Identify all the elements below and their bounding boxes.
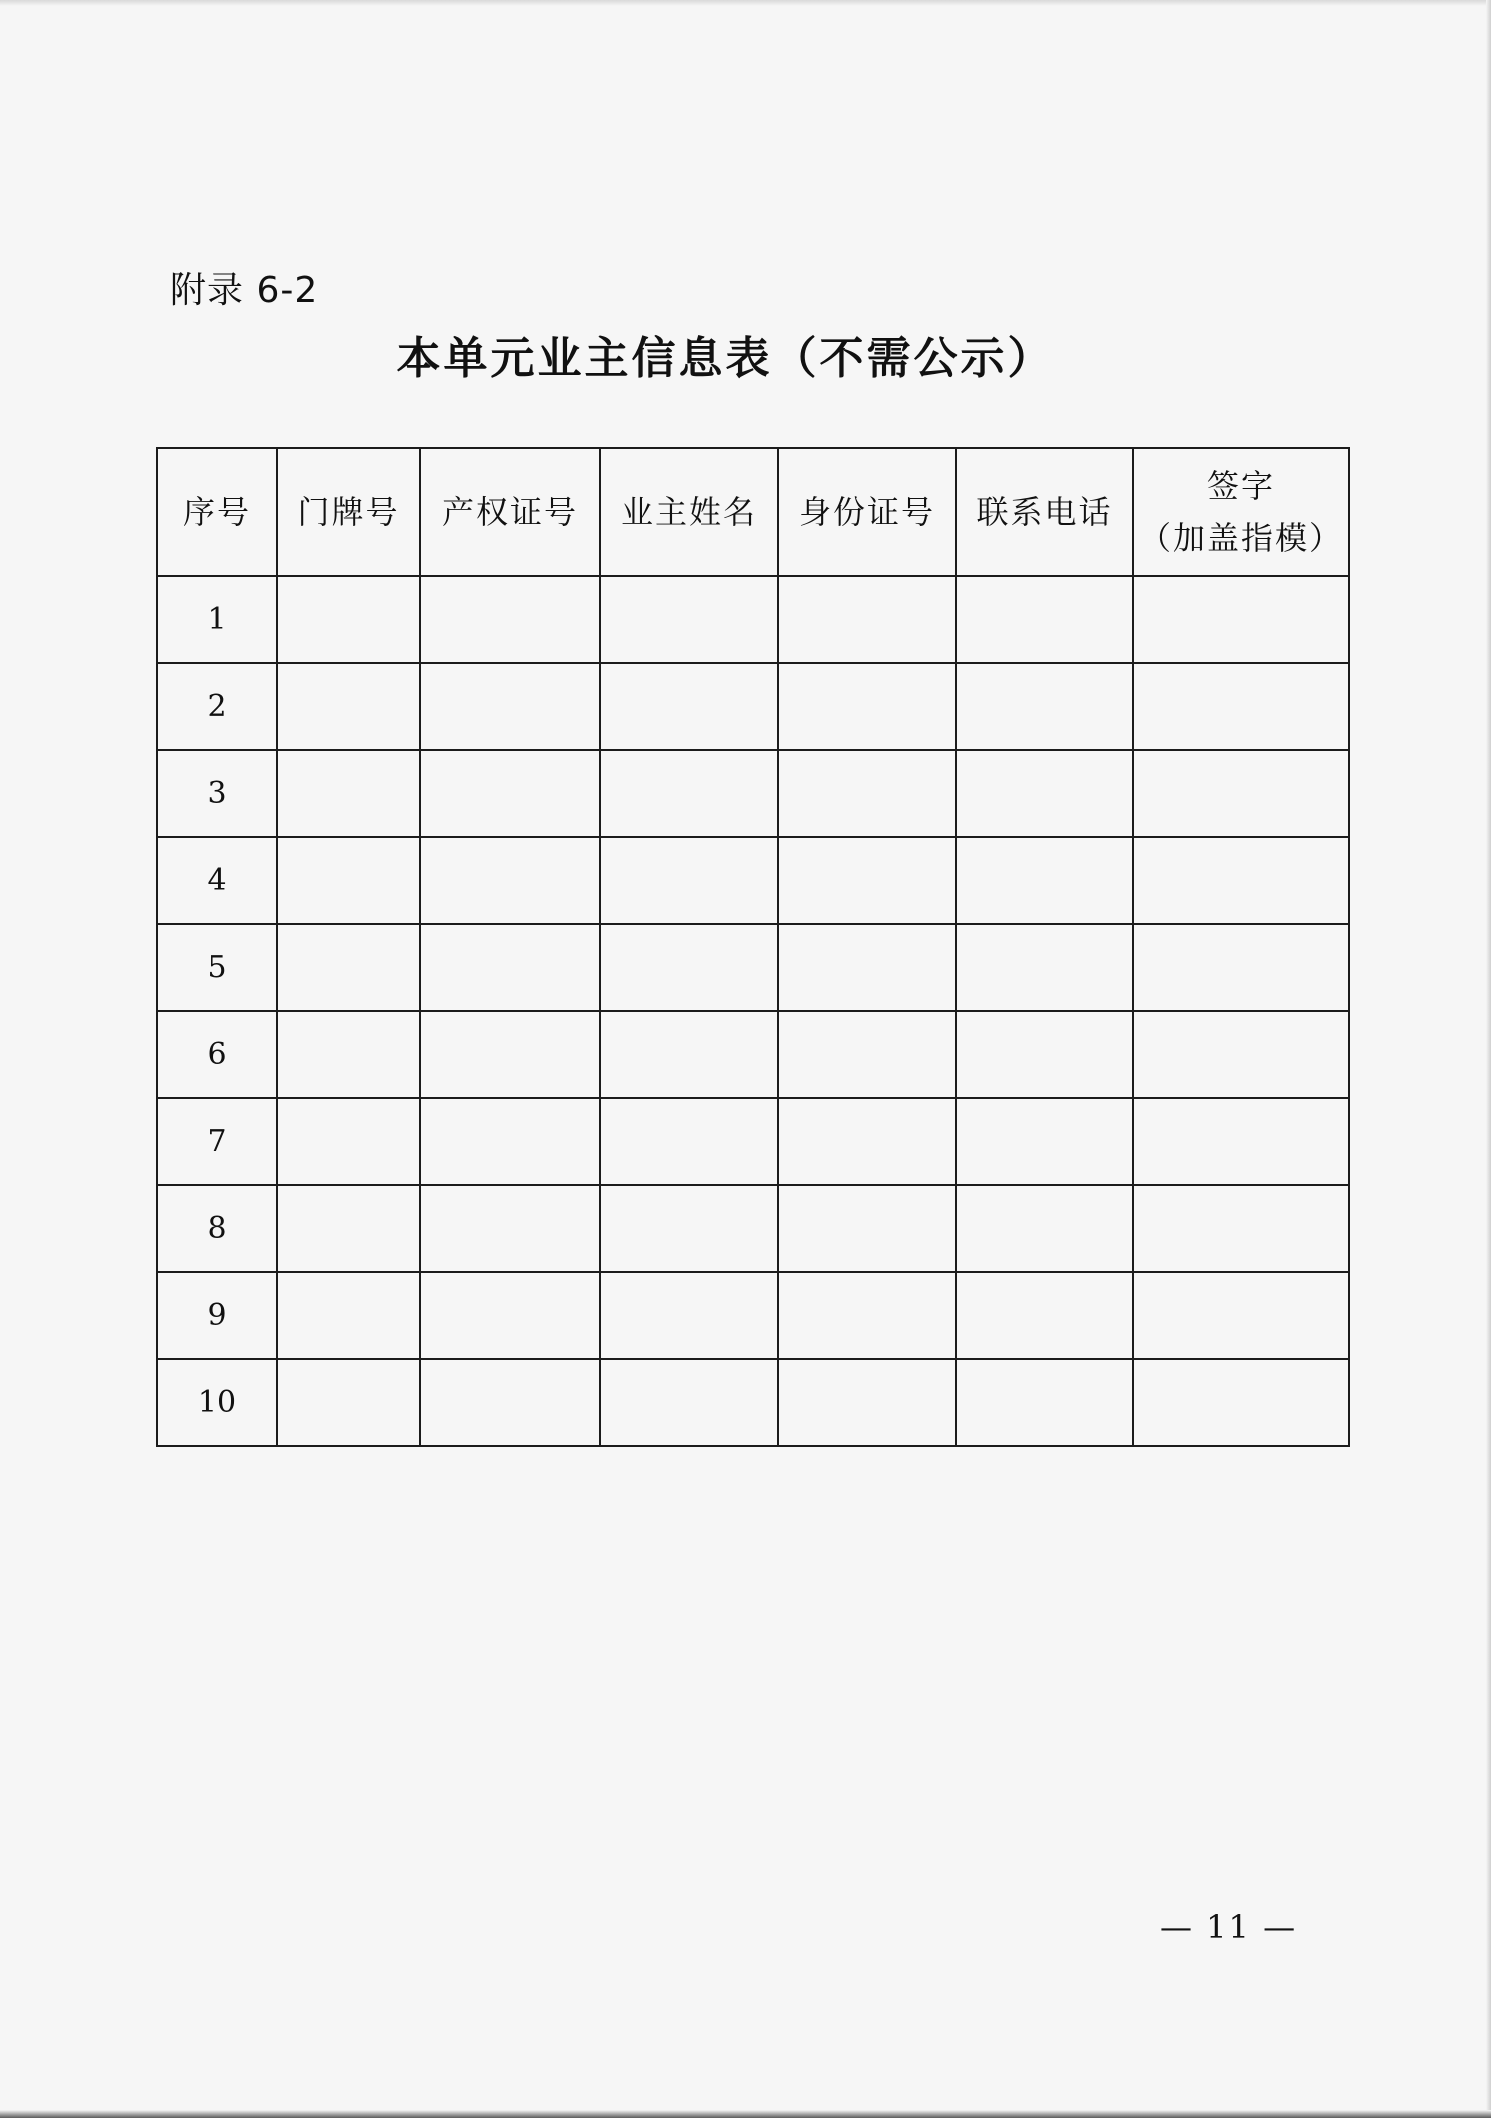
row-phone-cell[interactable] <box>956 1098 1133 1185</box>
table-row <box>157 1011 1349 1098</box>
row-door-cell[interactable] <box>277 663 420 750</box>
row-phone-cell[interactable] <box>956 1011 1133 1098</box>
row-property-cell[interactable] <box>420 663 600 750</box>
row-door-cell[interactable] <box>277 576 420 663</box>
row-owner-cell[interactable] <box>600 1359 778 1446</box>
table-row <box>157 750 1349 837</box>
row-door-cell[interactable] <box>277 1011 420 1098</box>
row-property-cell[interactable] <box>420 837 600 924</box>
row-sign-cell[interactable] <box>1133 1359 1349 1446</box>
page-bottom-edge <box>0 2110 1491 2118</box>
row-seq-cell: 6 <box>157 1011 277 1098</box>
row-owner-cell[interactable] <box>600 924 778 1011</box>
row-idno-cell[interactable] <box>778 1272 956 1359</box>
row-phone-cell[interactable] <box>956 663 1133 750</box>
row-property-cell[interactable] <box>420 924 600 1011</box>
row-idno-cell[interactable] <box>778 1098 956 1185</box>
row-sign-cell[interactable] <box>1133 1011 1349 1098</box>
row-phone-cell[interactable] <box>956 1185 1133 1272</box>
table-body <box>157 576 1349 1446</box>
header-id-number: 身份证号 <box>778 448 956 576</box>
row-sign-cell[interactable] <box>1133 750 1349 837</box>
page-right-edge <box>1486 0 1491 2118</box>
row-owner-cell[interactable] <box>600 1011 778 1098</box>
row-idno-cell[interactable] <box>778 924 956 1011</box>
row-seq-cell: 2 <box>157 663 277 750</box>
row-door-cell[interactable] <box>277 1098 420 1185</box>
row-property-cell[interactable] <box>420 750 600 837</box>
row-seq-cell: 5 <box>157 924 277 1011</box>
row-property-cell[interactable] <box>420 576 600 663</box>
row-seq-cell: 1 <box>157 576 277 663</box>
header-seq: 序号 <box>157 448 277 576</box>
row-phone-cell[interactable] <box>956 750 1133 837</box>
row-seq-cell: 4 <box>157 837 277 924</box>
page-top-edge <box>0 0 1491 6</box>
row-owner-cell[interactable] <box>600 576 778 663</box>
row-phone-cell[interactable] <box>956 1359 1133 1446</box>
table-row <box>157 837 1349 924</box>
row-idno-cell[interactable] <box>778 1185 956 1272</box>
row-seq-cell: 8 <box>157 1185 277 1272</box>
row-door-cell[interactable] <box>277 1272 420 1359</box>
table-header-row <box>157 448 1349 576</box>
header-signature-label: 签字 <box>1206 467 1275 505</box>
row-door-cell[interactable] <box>277 924 420 1011</box>
owner-info-table <box>156 447 1350 1447</box>
row-phone-cell[interactable] <box>956 1272 1133 1359</box>
row-door-cell[interactable] <box>277 837 420 924</box>
row-idno-cell[interactable] <box>778 750 956 837</box>
row-owner-cell[interactable] <box>600 750 778 837</box>
row-sign-cell[interactable] <box>1133 663 1349 750</box>
header-signature <box>1133 448 1349 576</box>
row-idno-cell[interactable] <box>778 576 956 663</box>
row-owner-cell[interactable] <box>600 663 778 750</box>
row-sign-cell[interactable] <box>1133 837 1349 924</box>
row-property-cell[interactable] <box>420 1185 600 1272</box>
row-idno-cell[interactable] <box>778 1011 956 1098</box>
appendix-label: 附录 6-2 <box>170 270 319 311</box>
row-property-cell[interactable] <box>420 1359 600 1446</box>
table-row <box>157 576 1349 663</box>
table-row <box>157 1185 1349 1272</box>
row-seq-cell: 7 <box>157 1098 277 1185</box>
row-phone-cell[interactable] <box>956 837 1133 924</box>
row-property-cell[interactable] <box>420 1098 600 1185</box>
row-sign-cell[interactable] <box>1133 576 1349 663</box>
table-row <box>157 924 1349 1011</box>
row-sign-cell[interactable] <box>1133 924 1349 1011</box>
header-door-number: 门牌号 <box>277 448 420 576</box>
header-property-cert: 产权证号 <box>420 448 600 576</box>
row-phone-cell[interactable] <box>956 924 1133 1011</box>
row-property-cell[interactable] <box>420 1272 600 1359</box>
row-seq-cell: 3 <box>157 750 277 837</box>
row-door-cell[interactable] <box>277 1185 420 1272</box>
header-signature-sublabel: （加盖指模） <box>1138 519 1343 557</box>
row-sign-cell[interactable] <box>1133 1185 1349 1272</box>
row-owner-cell[interactable] <box>600 1272 778 1359</box>
row-property-cell[interactable] <box>420 1011 600 1098</box>
page-number: — 11 — <box>1160 1908 1298 1946</box>
row-idno-cell[interactable] <box>778 1359 956 1446</box>
header-phone: 联系电话 <box>956 448 1133 576</box>
table-row <box>157 663 1349 750</box>
row-phone-cell[interactable] <box>956 576 1133 663</box>
row-owner-cell[interactable] <box>600 1098 778 1185</box>
row-door-cell[interactable] <box>277 750 420 837</box>
document-title: 本单元业主信息表（不需公示） <box>396 333 1055 384</box>
row-owner-cell[interactable] <box>600 1185 778 1272</box>
header-owner-name: 业主姓名 <box>600 448 778 576</box>
row-idno-cell[interactable] <box>778 663 956 750</box>
row-owner-cell[interactable] <box>600 837 778 924</box>
table-row <box>157 1359 1349 1446</box>
row-sign-cell[interactable] <box>1133 1098 1349 1185</box>
row-seq-cell: 10 <box>157 1359 277 1446</box>
table-row <box>157 1098 1349 1185</box>
row-door-cell[interactable] <box>277 1359 420 1446</box>
table-row <box>157 1272 1349 1359</box>
row-idno-cell[interactable] <box>778 837 956 924</box>
row-seq-cell: 9 <box>157 1272 277 1359</box>
row-sign-cell[interactable] <box>1133 1272 1349 1359</box>
